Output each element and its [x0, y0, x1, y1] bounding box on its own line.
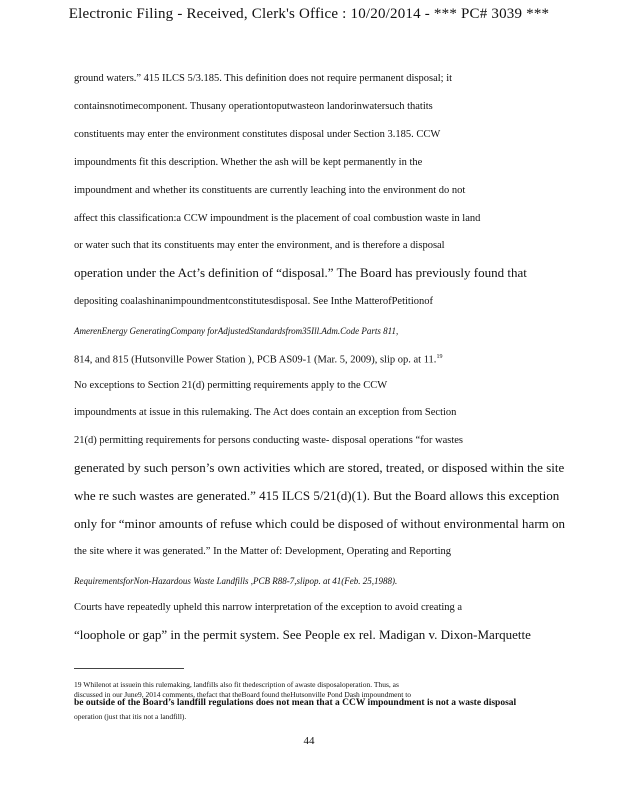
body-line: No exceptions to Section 21(d) permitting requirements apply to the CCW: [74, 380, 388, 391]
footnote-line: be outside of the Board’s landfill regulations does not mean that a CCW impoundment is not a waste disposal: [74, 698, 517, 708]
page-number: 44: [303, 735, 315, 747]
body-line-text: 814, and 815 (Hutsonville Power Station ), PCB AS09-1 (Mar. 5, 2009), slip op. at 11.: [74, 354, 437, 366]
body-line: the site where it was generated.” In the Matter of: Development, Operating and Reporting: [74, 546, 451, 557]
body-line: affect this classification:a CCW impoundment is the placement of coal combustion waste in land: [74, 213, 481, 224]
body-line: constituents may enter the environment constitutes disposal under Section 3.185. CCW: [74, 129, 441, 140]
body-line: generated by such person’s own activities which are stored, treated, or disposed within the site: [74, 460, 565, 475]
body-line: impoundments at issue in this rulemaking. The Act does contain an exception from Section: [74, 407, 457, 418]
body-line: only for “minor amounts of refuse which could be disposed of without environmental harm on: [74, 516, 566, 531]
body-line-citation: RequirementsforNon-Hazardous Waste Landfills ,PCB R88-7,slipop. at 41(Feb. 25,1988).: [74, 576, 398, 586]
body-line: 21(d) permitting requirements for persons conducting waste- disposal operations “for wastes: [74, 435, 463, 446]
footnote-line: operation (just that itis not a landfill).: [74, 712, 187, 721]
body-line: containsnotimecomponent. Thusany operationtoputwasteon landorinwatersuch thatits: [74, 101, 433, 112]
body-line: depositing coalashinanimpoundmentconstitutesdisposal. See Inthe MatterofPetitionof: [74, 296, 433, 307]
body-line: or water such that its constituents may enter the environment, and is therefore a disposal: [74, 240, 445, 251]
body-line: “loophole or gap” in the permit system. See People ex rel. Madigan v. Dixon-Marquette: [74, 627, 531, 642]
body-line-citation: AmerenEnergy GeneratingCompany forAdjustedStandardsfrom35Ill.Adm.Code Parts 811,: [74, 326, 399, 336]
electronic-filing-header: Electronic Filing - Received, Clerk's Office : 10/20/2014 - *** PC# 3039 ***: [68, 6, 550, 22]
body-line: [74, 350, 442, 368]
body-line: ground waters.” 415 ILCS 5/3.185. This definition does not require permanent disposal; it: [74, 73, 453, 84]
body-line: whe re such wastes are generated.” 415 ILCS 5/21(d)(1). But the Board allows this exception: [74, 488, 560, 503]
body-line: impoundment and whether its constituents are currently leaching into the environment do not: [74, 185, 466, 196]
body-line: operation under the Act’s definition of “disposal.” The Board has previously found that: [74, 265, 527, 280]
footnote-line: discussed in our June9, 2014 comments, thefact that theBoard found theHutsonville Pond Dash impoundment to: [74, 690, 412, 699]
footnote-divider: [74, 668, 184, 669]
footnote-line: 19 Whilenot at issuein this rulemaking, landfills also fit thedescription of awaste disposaloperation. Thus, as: [74, 680, 399, 689]
footnote-marker: 19: [436, 354, 443, 360]
body-line: Courts have repeatedly upheld this narrow interpretation of the exception to avoid creating a: [74, 602, 463, 613]
body-line: impoundments fit this description. Whether the ash will be kept permanently in the: [74, 157, 423, 168]
